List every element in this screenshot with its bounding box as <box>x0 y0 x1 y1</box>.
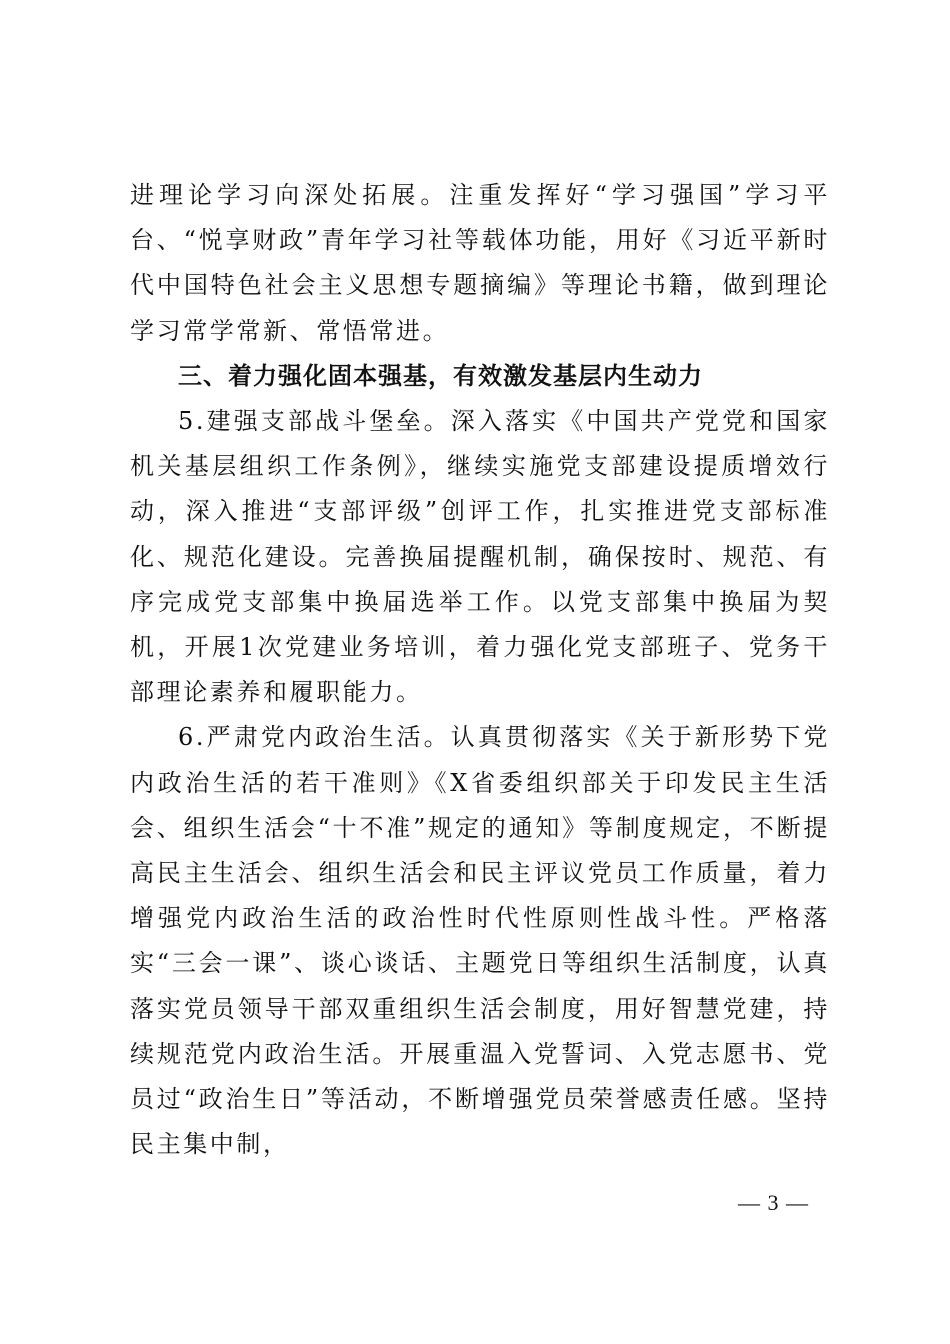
section-heading: 三、着力强化固本强基，有效激发基层内生动力 <box>178 361 703 390</box>
page-number: — 3 — <box>738 1190 809 1215</box>
paragraph-continuation: 进理论学习向深处拓展。注重发挥好“学习强国”学习平台、“悦享财政”青年学习社等载体功能，用好《习近平新时代中国特色社会主义思想专题摘编》等理论书籍，做到理论学习常学常新、常悟常进。 <box>130 181 830 345</box>
document-body <box>130 173 830 1167</box>
paragraph-item-6: 6.严肃党内政治生活。认真贯彻落实《关于新形势下党内政治生活的若干准则》《X省委组织部关于印发民主生活会、组织生活会“十不准”规定的通知》等制度规定，不断提高民主生活会、组织生活会和民主评议党员工作质量，着力增强党内政治生活的政治性时代性原则性战斗性。严格落实“三会一课”、谈心谈话、主题党日等组织生活制度，认真落实党员领导干部双重组织生活会制度，用好智慧党建，持续规范党内政治生活。开展重温入党誓词、入党志愿书、党员过“政治生日”等活动，不断增强党员荣誉感责任感。坚持民主集中制， <box>130 723 830 1159</box>
paragraph-item-5: 5.建强支部战斗堡垒。深入落实《中国共产党党和国家机关基层组织工作条例》，继续实施党支部建设提质增效行动，深入推进“支部评级”创评工作，扎实推进党支部标准化、规范化建设。完善换届提醒机制，确保按时、规范、有序完成党支部集中换届选举工作。以党支部集中换届为契机，开展1次党建业务培训，着力强化党支部班子、党务干部理论素养和履职能力。 <box>130 407 830 707</box>
